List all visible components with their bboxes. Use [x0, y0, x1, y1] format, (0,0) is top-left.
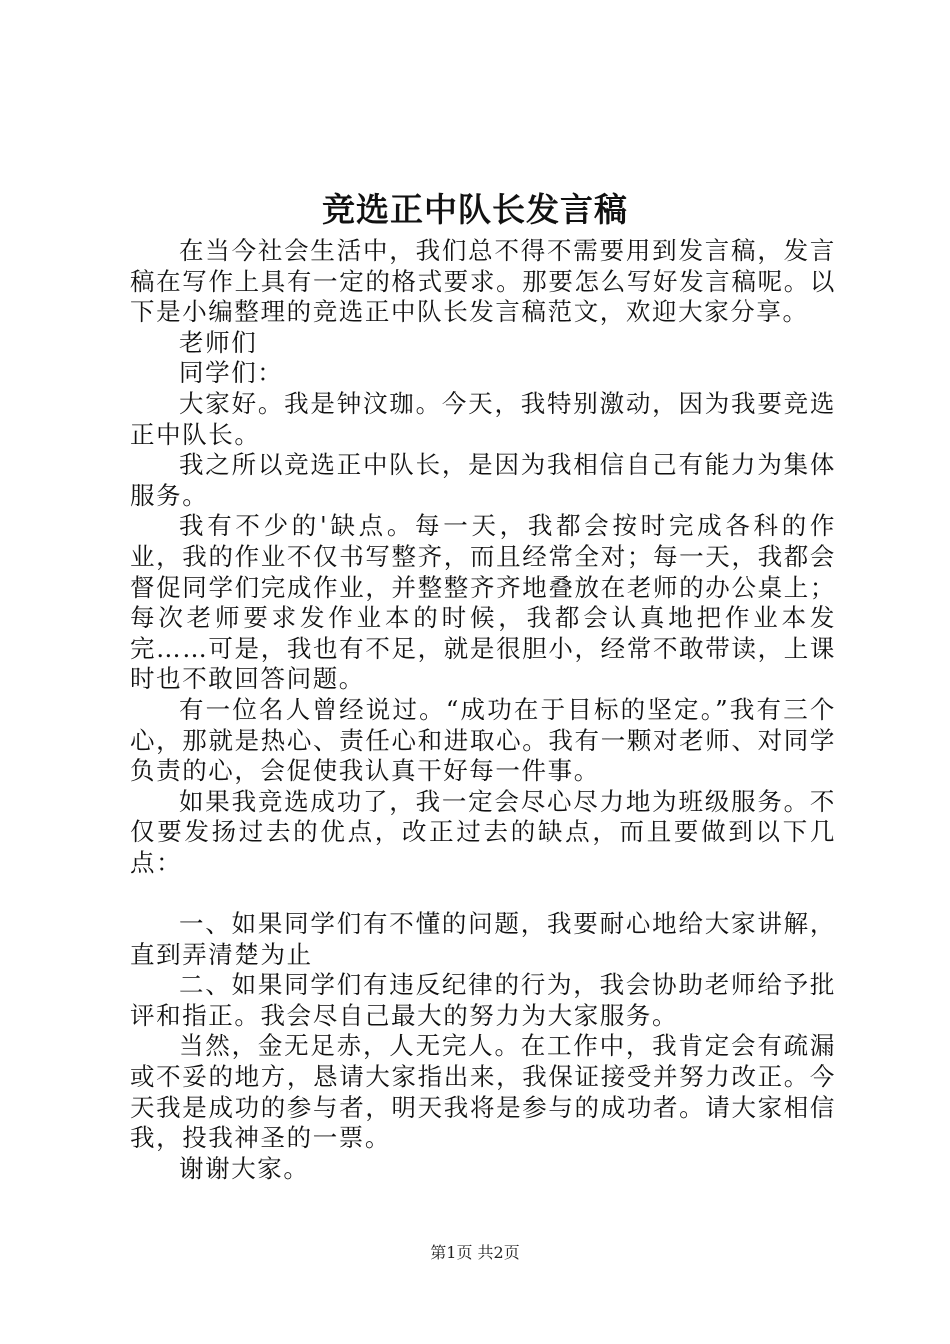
document-body [130, 236, 836, 1184]
paragraph-point-two: 二、如果同学们有违反纪律的行为，我会协助老师给予批评和指正。我会尽自己最大的努力为大家服务。 [130, 970, 836, 1030]
paragraph-salutation-teachers: 老师们 [179, 327, 258, 357]
paragraph-thanks: 谢谢大家。 [179, 1153, 310, 1183]
paragraph-intro: 在当今社会生活中，我们总不得不需要用到发言稿，发言稿在写作上具有一定的格式要求。那要怎么写好发言稿呢。以下是小编整理的竞选正中队长发言稿范文，欢迎大家分享。 [130, 236, 836, 327]
paragraph-reason: 我之所以竞选正中队长，是因为我相信自己有能力为集体服务。 [130, 450, 836, 510]
page-title: 竞选正中队长发言稿 [322, 190, 628, 229]
paragraph-promise: 如果我竞选成功了，我一定会尽心尽力地为班级服务。不仅要发扬过去的优点，改正过去的缺点，而且要做到以下几点： [130, 786, 836, 877]
paragraph-greeting: 大家好。我是钟汶珈。今天，我特别激动，因为我要竞选正中队长。 [130, 388, 836, 449]
paragraph-three-hearts: 有一位名人曾经说过。“成功在于目标的坚定。”我有三个心，那就是热心、责任心和进取心。我有一颗对老师、对同学负责的心，会促使我认真干好每一件事。 [130, 694, 836, 786]
page-number-footer: 第1页 共2页 [430, 1243, 520, 1262]
paragraph-spacer [130, 878, 836, 909]
paragraph-self-assessment: 我有不少的'缺点。每一天，我都会按时完成各科的作业，我的作业不仅书写整齐，而且经常全对；每一天，我都会督促同学们完成作业，并整整齐齐地叠放在老师的办公桌上；每次老师要求发作业本的时候，我都会认真地把作业本发完……可是，我也有不足，就是很胆小，经常不敢带读，上课时也不敢回答问题。 [130, 511, 836, 694]
paragraph-salutation-students: 同学们： [179, 358, 284, 388]
paragraph-point-one: 一、如果同学们有不懂的问题，我要耐心地给大家讲解，直到弄清楚为止 [130, 909, 836, 969]
paragraph-conclusion: 当然，金无足赤，人无完人。在工作中，我肯定会有疏漏或不妥的地方，恳请大家指出来，我保证接受并努力改正。今天我是成功的参与者，明天我将是参与的成功者。请大家相信我，投我神圣的一票。 [130, 1031, 836, 1153]
